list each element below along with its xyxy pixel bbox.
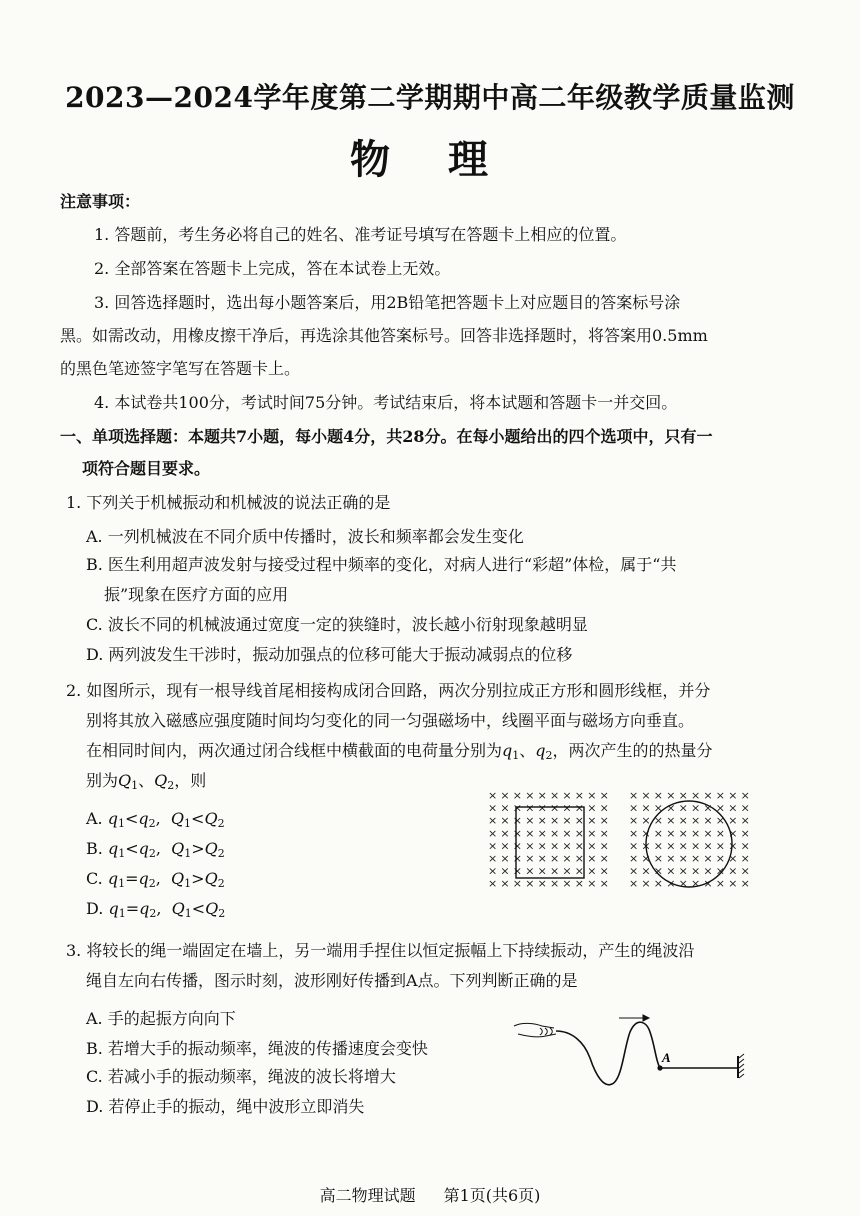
note-item-1: 1. 答题前，考生务必将自己的姓名、准考证号填写在答题卡上相应的位置。 xyxy=(94,225,627,244)
field-cross-mark: × xyxy=(691,864,701,878)
q3-stem-line-2: 绳自左向右传播，图示时刻，波形刚好传播到A点。下列判断正确的是 xyxy=(86,971,578,990)
field-cross-mark: × xyxy=(512,801,523,815)
field-cross-mark: × xyxy=(525,789,535,802)
field-cross-mark: × xyxy=(500,839,510,853)
field-cross-mark: × xyxy=(587,877,597,891)
field-cross-mark: × xyxy=(715,864,726,878)
field-cross-mark: × xyxy=(740,789,750,802)
field-cross-mark: × xyxy=(740,877,750,891)
subject-title: 物 理 xyxy=(350,136,510,183)
field-cross-mark: × xyxy=(488,877,498,891)
point-a-label: A xyxy=(662,1050,671,1065)
field-cross-mark: × xyxy=(641,864,651,878)
q2-option-d: D. $q_1=q_2$, $Q_1<Q_2$ xyxy=(86,899,226,920)
field-cross-mark: × xyxy=(599,814,609,828)
field-cross-mark: × xyxy=(691,826,701,840)
q3-rope-wave-figure xyxy=(512,1012,746,1096)
field-cross-mark: × xyxy=(653,852,664,865)
q2-stem-line-3-text-b: ，两次产生的的热量分 xyxy=(552,741,713,760)
field-cross-mark: × xyxy=(512,826,523,840)
field-cross-mark: × xyxy=(691,839,701,853)
q1-option-d: D. 两列波发生干涉时，振动加强点的位移可能大于振动减弱点的位移 xyxy=(86,645,573,664)
field-cross-mark: × xyxy=(678,877,688,891)
field-cross-mark: × xyxy=(587,864,597,878)
field-cross-mark: × xyxy=(587,789,597,802)
field-cross-mark: × xyxy=(678,852,688,865)
field-cross-mark: × xyxy=(715,839,726,853)
field-cross-mark: × xyxy=(512,814,523,828)
propagation-arrow-icon xyxy=(619,1015,649,1021)
field-cross-mark: × xyxy=(629,877,639,891)
field-cross-mark: × xyxy=(500,864,510,878)
field-cross-mark: × xyxy=(666,877,676,891)
field-cross-mark: × xyxy=(703,852,713,865)
field-cross-mark: × xyxy=(666,864,676,878)
field-cross-mark: × xyxy=(599,852,609,865)
field-cross-mark: × xyxy=(525,877,535,891)
field-cross-mark: × xyxy=(525,864,535,878)
field-cross-mark: × xyxy=(678,801,688,815)
field-cross-mark: × xyxy=(728,814,738,828)
field-cross-mark: × xyxy=(562,814,572,828)
field-cross-mark: × xyxy=(587,839,597,853)
field-cross-mark: × xyxy=(703,826,713,840)
field-cross-mark: × xyxy=(715,814,726,828)
field-cross-mark: × xyxy=(715,852,726,865)
field-cross-mark: × xyxy=(703,839,713,853)
q1-option-b-line-2: 振”现象在医疗方面的应用 xyxy=(104,585,289,604)
wall-icon xyxy=(738,1054,744,1078)
field-cross-mark: × xyxy=(550,826,560,840)
q3-option-c: C. 若减小手的振动频率，绳波的波长将增大 xyxy=(86,1067,396,1086)
field-cross-mark: × xyxy=(537,789,547,802)
q1-option-c: C. 波长不同的机械波通过宽度一定的狭缝时，波长越小衍射现象越明显 xyxy=(86,615,588,634)
field-cross-mark: × xyxy=(653,814,664,828)
field-cross-mark: × xyxy=(525,814,535,828)
note-item-4: 4. 本试卷共100分，考试时间75分钟。考试结束后，将本试题和答题卡一并交回。 xyxy=(94,393,678,412)
field-cross-mark: × xyxy=(562,839,572,853)
field-cross-mark: × xyxy=(587,852,597,865)
q3-option-d: D. 若停止手的振动，绳中波形立即消失 xyxy=(86,1097,365,1116)
q2-magnetic-field-figure xyxy=(486,788,756,900)
field-cross-mark: × xyxy=(550,839,560,853)
field-cross-mark: × xyxy=(562,852,572,865)
field-cross-mark: × xyxy=(500,801,510,815)
note-item-3-line-1: 3. 回答选择题时，选出每小题答案后，用2B铅笔把答题卡上对应题目的答案标号涂 xyxy=(94,293,681,312)
q2-option-b: B. $q_1<q_2$, $Q_1>Q_2$ xyxy=(86,839,225,860)
field-cross-mark: × xyxy=(740,864,750,878)
field-cross-mark: × xyxy=(666,839,676,853)
field-cross-mark: × xyxy=(653,864,664,878)
field-cross-mark: × xyxy=(678,864,688,878)
field-cross-mark: × xyxy=(488,789,498,802)
field-cross-mark: × xyxy=(512,877,523,891)
field-cross-mark: × xyxy=(488,814,498,828)
field-cross-mark: × xyxy=(599,789,609,802)
field-cross-mark: × xyxy=(512,864,523,878)
field-cross-mark: × xyxy=(562,789,572,802)
field-cross-mark: × xyxy=(587,801,597,815)
field-cross-mark: × xyxy=(574,826,585,840)
note-item-3-line-3: 的黑色笔迹签字笔写在答题卡上。 xyxy=(60,359,301,378)
field-cross-mark: × xyxy=(691,877,701,891)
field-cross-mark: × xyxy=(512,839,523,853)
field-cross-mark: × xyxy=(715,789,726,802)
field-cross-mark: × xyxy=(599,826,609,840)
field-cross-mark: × xyxy=(666,789,676,802)
field-cross-mark: × xyxy=(488,801,498,815)
field-cross-mark: × xyxy=(574,814,585,828)
field-cross-mark: × xyxy=(574,801,585,815)
field-cross-mark: × xyxy=(641,852,651,865)
q2-stem-line-4-text-a: 别为 xyxy=(86,771,119,790)
q2-stem-line-4: 别为$Q_1$、$Q_2$，则 xyxy=(86,771,207,792)
field-cross-mark: × xyxy=(629,839,639,853)
field-cross-mark: × xyxy=(587,814,597,828)
field-cross-mark: × xyxy=(488,864,498,878)
field-cross-mark: × xyxy=(641,814,651,828)
field-cross-mark: × xyxy=(678,789,688,802)
field-cross-mark: × xyxy=(629,852,639,865)
field-cross-mark: × xyxy=(525,801,535,815)
hand-icon xyxy=(514,1023,556,1036)
field-cross-mark: × xyxy=(500,826,510,840)
section-1-heading-line-1: 一、单项选择题：本题共7小题，每小题4分，共28分。在每小题给出的四个选项中，只有一 xyxy=(60,427,713,446)
field-cross-mark: × xyxy=(728,801,738,815)
q2-stem-line-2: 别将其放入磁感应强度随时间均匀变化的同一匀强磁场中，线圈平面与磁场方向垂直。 xyxy=(86,711,695,730)
q3-stem-line-1: 3. 将较长的绳一端固定在墙上，另一端用手捏住以恒定振幅上下持续振动，产生的绳波沿 xyxy=(66,941,695,960)
field-cross-mark: × xyxy=(599,877,609,891)
field-cross-mark: × xyxy=(537,826,547,840)
field-cross-mark: × xyxy=(500,814,510,828)
q2-stem-line-1: 2. 如图所示，现有一根导线首尾相接构成闭合回路，两次分别拉成正方形和圆形线框，并分 xyxy=(66,681,711,700)
field-cross-mark: × xyxy=(740,814,750,828)
field-cross-mark: × xyxy=(562,864,572,878)
magnetic-field-left-region xyxy=(488,789,609,890)
note-item-2: 2. 全部答案在答题卡上完成，答在本试卷上无效。 xyxy=(94,259,451,278)
field-cross-mark: × xyxy=(740,826,750,840)
field-cross-mark: × xyxy=(599,839,609,853)
field-cross-mark: × xyxy=(500,852,510,865)
field-cross-mark: × xyxy=(666,826,676,840)
field-cross-mark: × xyxy=(550,864,560,878)
field-cross-mark: × xyxy=(629,826,639,840)
field-cross-mark: × xyxy=(691,801,701,815)
field-cross-mark: × xyxy=(678,814,688,828)
field-cross-mark: × xyxy=(740,801,750,815)
field-cross-mark: × xyxy=(740,852,750,865)
field-cross-mark: × xyxy=(691,814,701,828)
field-cross-mark: × xyxy=(562,877,572,891)
field-cross-mark: × xyxy=(666,852,676,865)
field-cross-mark: × xyxy=(537,839,547,853)
field-cross-mark: × xyxy=(537,814,547,828)
field-cross-mark: × xyxy=(715,877,726,891)
field-cross-mark: × xyxy=(703,864,713,878)
field-cross-mark: × xyxy=(641,789,651,802)
field-cross-mark: × xyxy=(641,877,651,891)
field-cross-mark: × xyxy=(599,864,609,878)
field-cross-mark: × xyxy=(629,789,639,802)
q2-option-a: A. $q_1<q_2$, $Q_1<Q_2$ xyxy=(86,809,225,830)
field-cross-mark: × xyxy=(678,826,688,840)
field-cross-mark: × xyxy=(500,789,510,802)
field-cross-mark: × xyxy=(691,852,701,865)
field-cross-mark: × xyxy=(740,839,750,853)
field-cross-mark: × xyxy=(641,801,651,815)
field-cross-mark: × xyxy=(550,814,560,828)
field-cross-mark: × xyxy=(629,814,639,828)
section-1-heading-line-2: 项符合题目要求。 xyxy=(82,459,211,478)
q1-option-a: A. 一列机械波在不同介质中传播时，波长和频率都会发生变化 xyxy=(86,527,524,546)
field-cross-mark: × xyxy=(641,839,651,853)
q3-option-a: A. 手的起振方向向下 xyxy=(86,1009,236,1028)
field-cross-mark: × xyxy=(537,852,547,865)
field-cross-mark: × xyxy=(715,826,726,840)
field-cross-mark: × xyxy=(574,852,585,865)
field-cross-mark: × xyxy=(550,877,560,891)
field-cross-mark: × xyxy=(574,877,585,891)
field-cross-mark: × xyxy=(562,826,572,840)
field-cross-mark: × xyxy=(550,852,560,865)
field-cross-mark: × xyxy=(666,814,676,828)
field-cross-mark: × xyxy=(525,852,535,865)
field-cross-mark: × xyxy=(703,814,713,828)
field-cross-mark: × xyxy=(550,789,560,802)
q2-stem-line-3-text-a: 在相同时间内，两次通过闭合线框中横截面的电荷量分别为 xyxy=(86,741,503,760)
field-cross-mark: × xyxy=(653,839,664,853)
field-cross-mark: × xyxy=(488,826,498,840)
footer-exam-name: 高二物理试题 xyxy=(319,1186,416,1205)
field-cross-mark: × xyxy=(537,864,547,878)
q1-stem: 1. 下列关于机械振动和机械波的说法正确的是 xyxy=(66,493,391,512)
field-cross-mark: × xyxy=(550,801,560,815)
field-cross-mark: × xyxy=(678,839,688,853)
notes-heading: 注意事项： xyxy=(60,192,141,211)
field-cross-mark: × xyxy=(537,877,547,891)
exam-title: 2023—2024学年度第二学期期中高二年级教学质量监测 xyxy=(65,81,795,114)
field-cross-mark: × xyxy=(728,877,738,891)
q2-stem-line-3: 在相同时间内，两次通过闭合线框中横截面的电荷量分别为$q_1$、$q_2$，两次产生的的热量分 xyxy=(86,741,713,762)
field-cross-mark: × xyxy=(525,839,535,853)
field-cross-mark: × xyxy=(653,801,664,815)
footer-page-number: 第1页(共6页) xyxy=(443,1186,541,1205)
field-cross-mark: × xyxy=(653,789,664,802)
field-cross-mark: × xyxy=(703,789,713,802)
field-cross-mark: × xyxy=(599,801,609,815)
field-cross-mark: × xyxy=(574,839,585,853)
field-cross-mark: × xyxy=(728,839,738,853)
field-cross-mark: × xyxy=(574,789,585,802)
field-cross-mark: × xyxy=(641,826,651,840)
field-cross-mark: × xyxy=(512,852,523,865)
field-cross-mark: × xyxy=(629,864,639,878)
note-item-3-line-2: 黑。如需改动，用橡皮擦干净后，再选涂其他答案标号。回答非选择题时，将答案用0.5mm xyxy=(60,326,708,345)
page-footer xyxy=(0,1183,860,1206)
q3-option-b: B. 若增大手的振动频率，绳波的传播速度会变快 xyxy=(86,1039,428,1058)
field-cross-mark: × xyxy=(728,789,738,802)
field-cross-mark: × xyxy=(512,789,523,802)
field-cross-mark: × xyxy=(666,801,676,815)
point-a-marker xyxy=(657,1065,662,1070)
field-cross-mark: × xyxy=(653,826,664,840)
field-cross-mark: × xyxy=(703,801,713,815)
field-cross-mark: × xyxy=(587,826,597,840)
q2-option-c: C. $q_1=q_2$, $Q_1>Q_2$ xyxy=(86,869,225,890)
field-cross-mark: × xyxy=(525,826,535,840)
field-cross-mark: × xyxy=(728,864,738,878)
field-cross-mark: × xyxy=(574,864,585,878)
field-cross-mark: × xyxy=(715,801,726,815)
field-cross-mark: × xyxy=(562,801,572,815)
field-cross-mark: × xyxy=(703,877,713,891)
field-cross-mark: × xyxy=(728,826,738,840)
field-cross-mark: × xyxy=(691,789,701,802)
field-cross-mark: × xyxy=(537,801,547,815)
field-cross-mark: × xyxy=(488,852,498,865)
field-cross-mark: × xyxy=(500,877,510,891)
rope-wave xyxy=(556,1022,660,1085)
field-cross-mark: × xyxy=(728,852,738,865)
field-cross-mark: × xyxy=(653,877,664,891)
q2-stem-line-4-text-b: ，则 xyxy=(174,771,207,790)
q1-option-b-line-1: B. 医生利用超声波发射与接受过程中频率的变化，对病人进行“彩超”体检，属于“共 xyxy=(86,555,677,574)
field-cross-mark: × xyxy=(488,839,498,853)
field-cross-mark: × xyxy=(629,801,639,815)
